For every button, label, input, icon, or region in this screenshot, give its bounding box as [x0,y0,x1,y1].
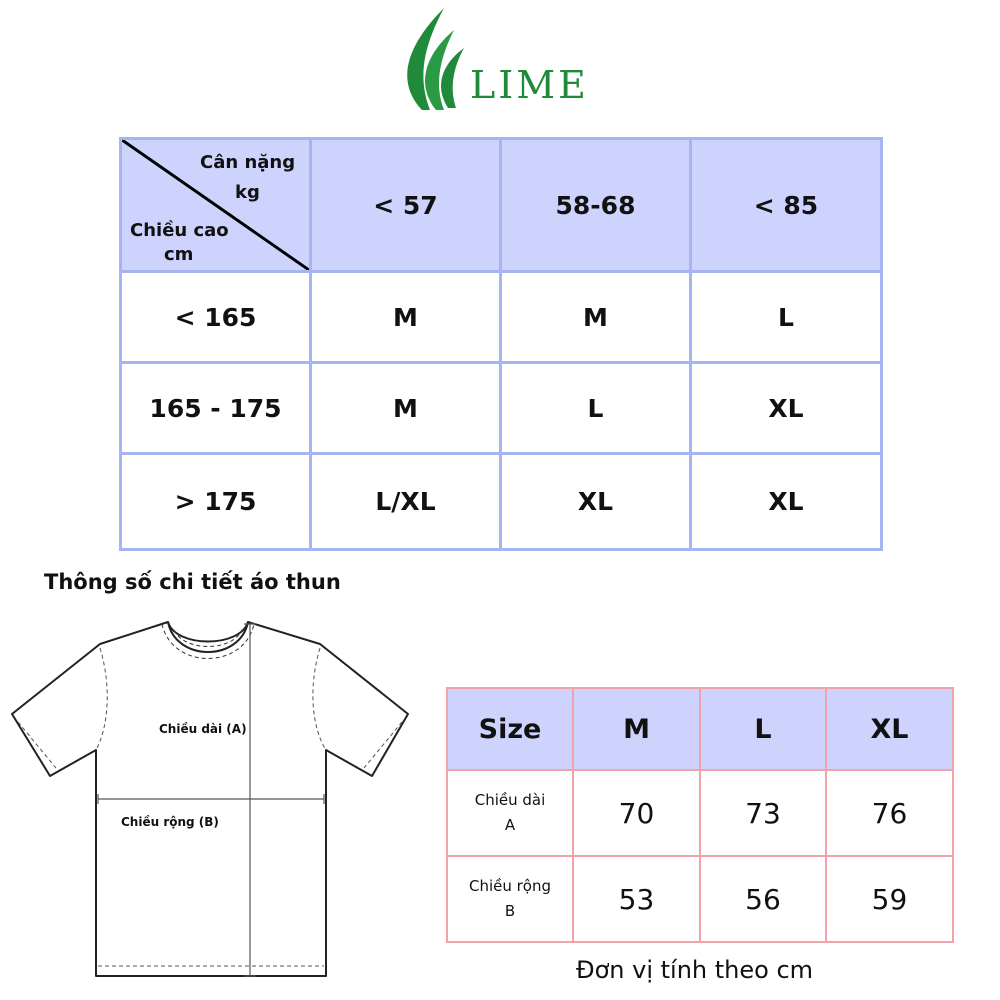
weight-header-label: Cân nặng [200,152,296,173]
measurement-value-cell: 70 [573,770,700,856]
size-cell: M [311,363,501,454]
size-chart-header-row [121,139,882,272]
corner-header-cell [121,139,311,272]
measurement-row-label [447,856,573,942]
detail-section-title: Thông số chi tiết áo thun [44,570,341,594]
height-range-cell: 165 - 175 [121,363,311,454]
weight-header-unit: kg [235,182,260,203]
measurement-value-cell: 53 [573,856,700,942]
measurement-row-label-code: A [504,816,516,834]
measurement-value-cell: 59 [826,856,953,942]
width-measure-label: Chiều rộng (B) [121,815,219,829]
size-chart-row [121,363,882,454]
measurement-header-row [447,688,953,770]
measurement-table [446,687,954,943]
height-header-unit: cm [164,244,194,265]
size-chart-table [119,137,883,551]
size-cell: L [501,363,691,454]
measurement-row-label [447,770,573,856]
size-chart-row [121,272,882,363]
measurement-row-label-line: Chiều rộng [468,877,552,895]
size-column-header: XL [826,688,953,770]
size-column-header: L [700,688,826,770]
size-cell: L [691,272,882,363]
size-cell: XL [691,454,882,550]
length-measure-label: Chiều dài (A) [159,722,247,736]
size-cell: XL [501,454,691,550]
measurement-value-cell: 76 [826,770,953,856]
size-cell: M [311,272,501,363]
size-column-header: M [573,688,700,770]
size-cell: XL [691,363,882,454]
measurement-value-cell: 56 [700,856,826,942]
tshirt-diagram-icon [8,618,413,983]
measurement-row [447,770,953,856]
size-header-cell: Size [447,688,573,770]
measurement-row-label-line: Chiều dài [474,791,546,809]
brand-name: LIME [470,63,589,107]
size-chart-row [121,454,882,550]
size-cell: L/XL [311,454,501,550]
weight-column-header: < 57 [311,139,501,272]
height-header-label: Chiều cao [130,220,229,241]
height-range-cell: > 175 [121,454,311,550]
size-cell: M [501,272,691,363]
unit-note: Đơn vị tính theo cm [576,956,814,984]
measurement-value-cell: 73 [700,770,826,856]
height-range-cell: < 165 [121,272,311,363]
measurement-row-label-code: B [504,902,516,920]
measurement-row [447,856,953,942]
weight-column-header: 58-68 [501,139,691,272]
weight-column-header: < 85 [691,139,882,272]
